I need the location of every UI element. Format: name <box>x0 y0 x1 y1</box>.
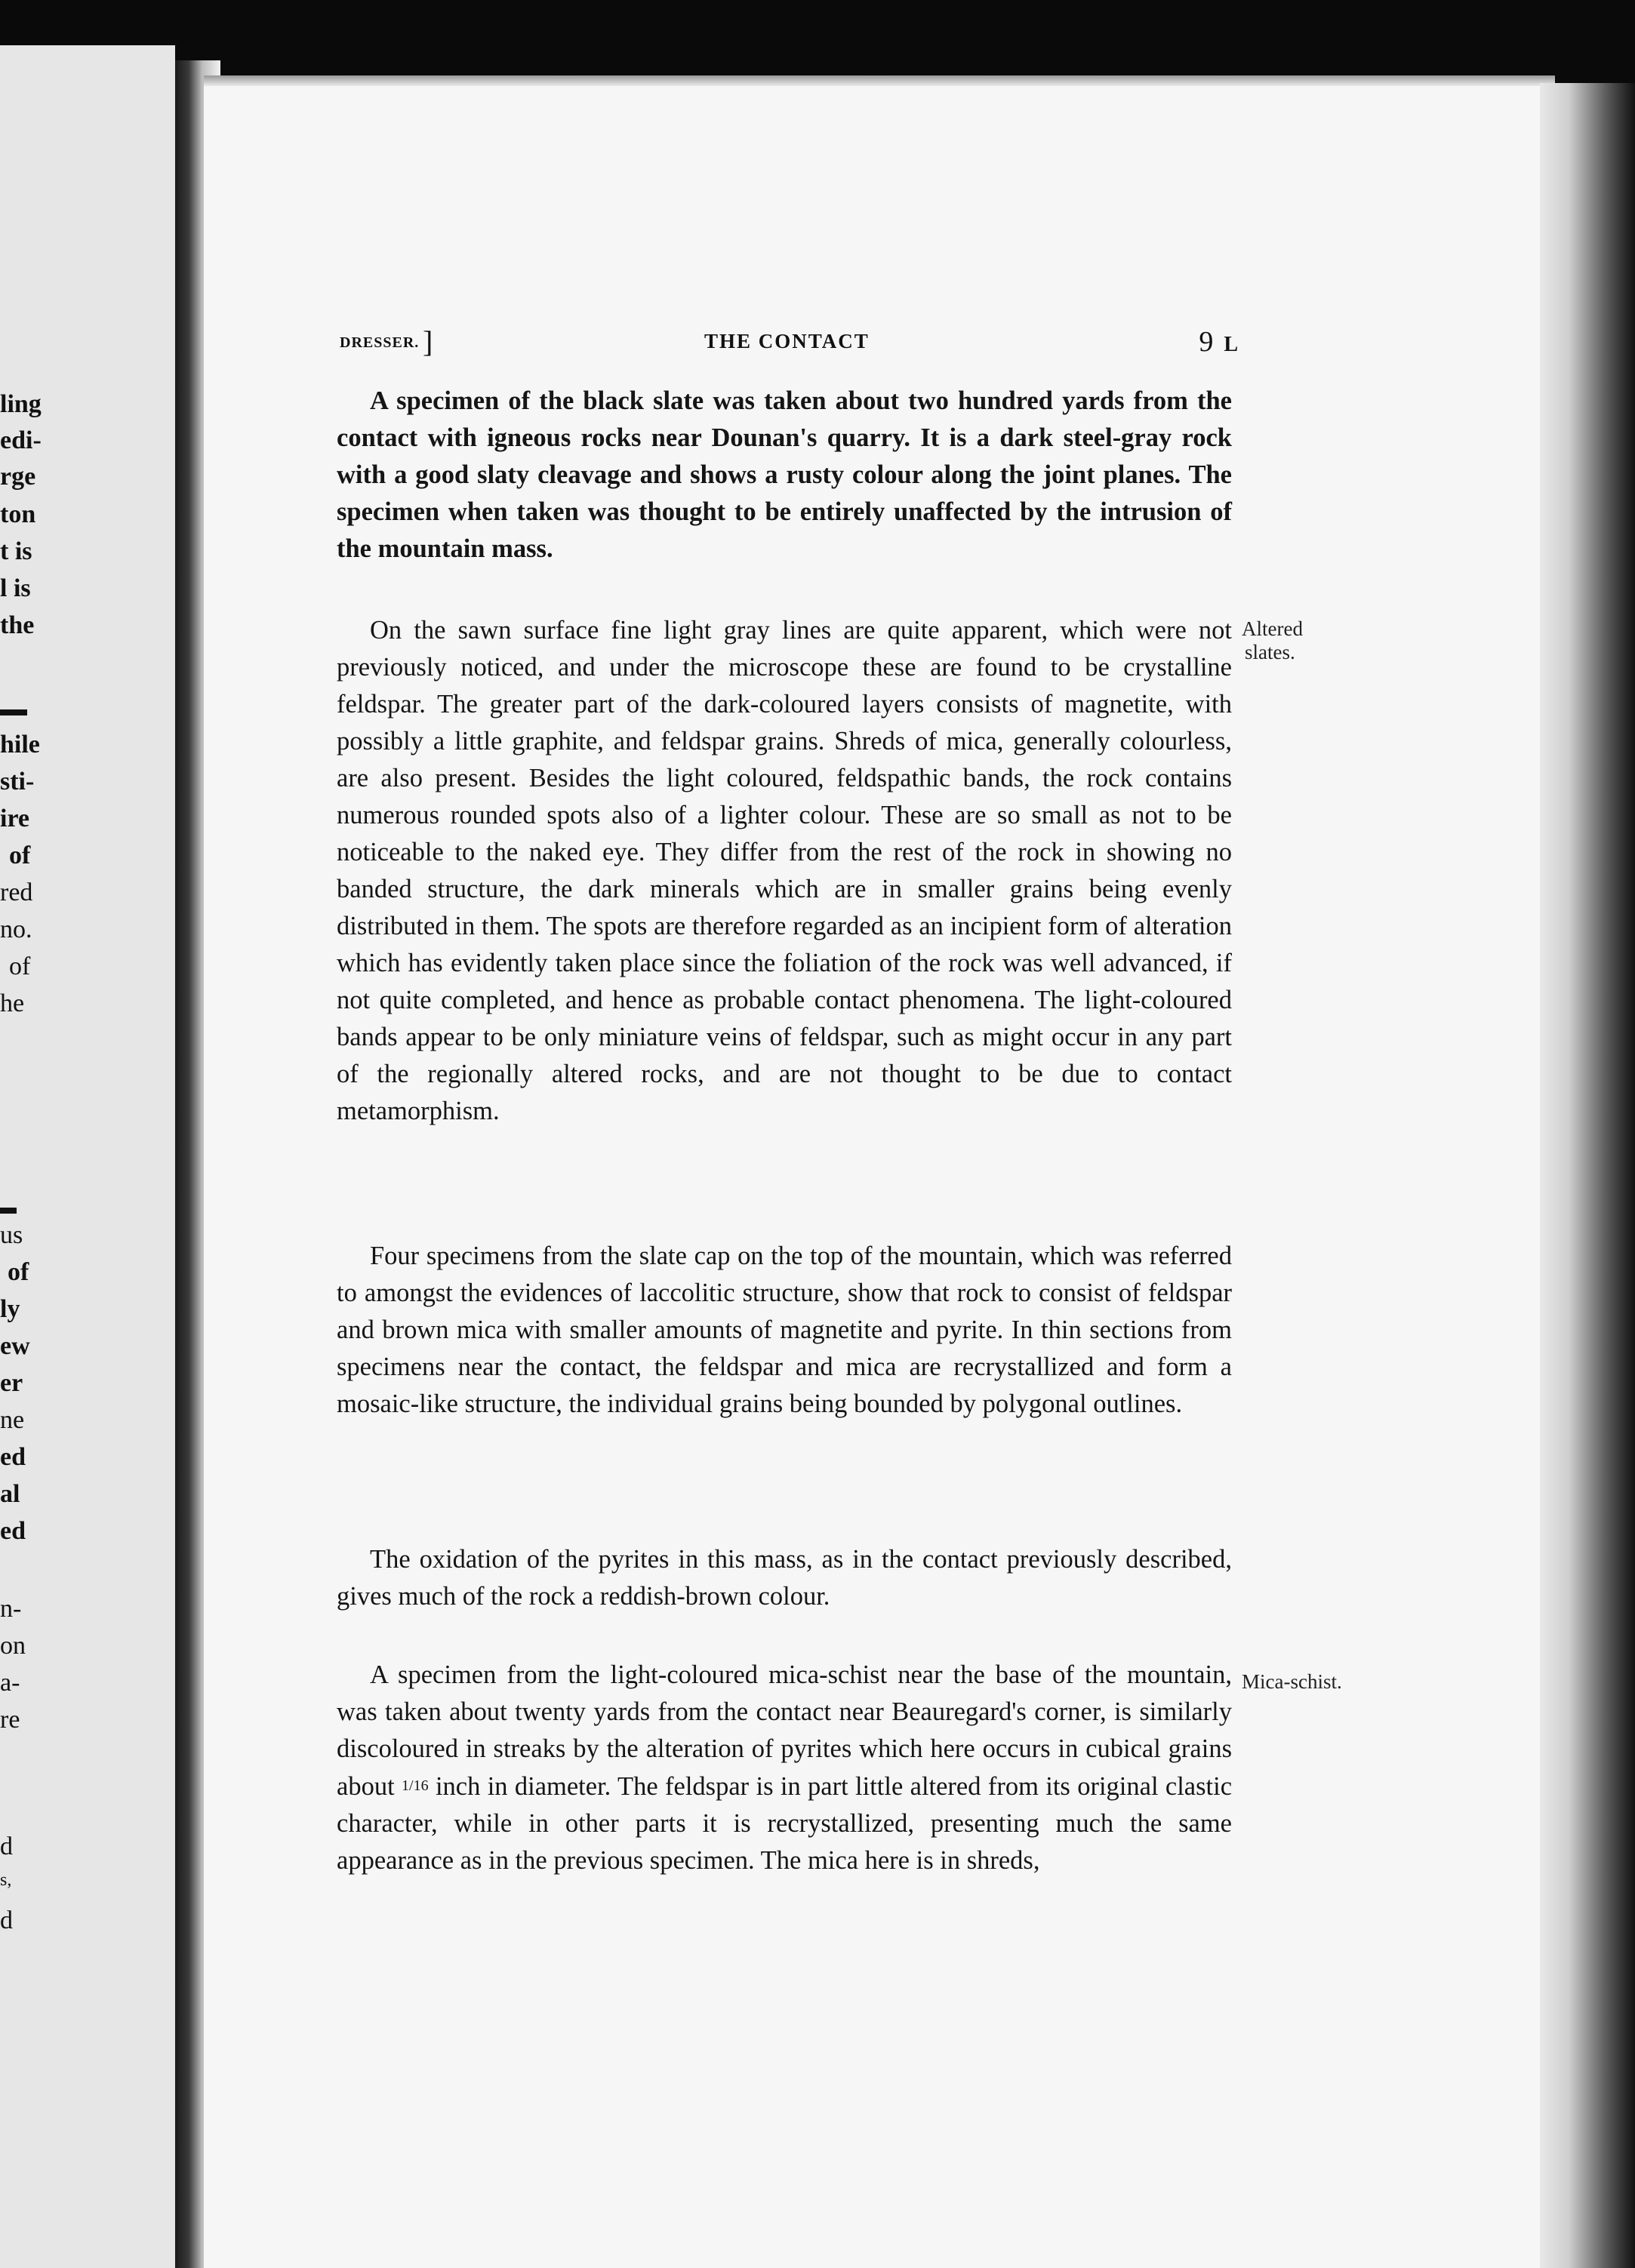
page-number <box>1199 325 1238 359</box>
prev-fragment: us <box>0 1221 23 1249</box>
prev-fragment: of <box>9 842 31 869</box>
running-head-author <box>340 325 434 359</box>
page-suffix: L <box>1224 333 1238 356</box>
prev-fragment: er <box>0 1369 23 1397</box>
prev-fragment: ire <box>0 805 30 832</box>
sidenote-altered-slates <box>1242 617 1303 664</box>
prev-fragment: edi- <box>0 426 42 454</box>
prev-fragment: t is <box>0 537 32 565</box>
bracket: ] <box>423 325 434 359</box>
prev-fragment: ton <box>0 500 36 528</box>
prev-fragment: d <box>0 1833 13 1860</box>
prev-fragment: ed <box>0 1443 26 1471</box>
prev-fragment: red <box>0 879 33 906</box>
fraction: 1/16 <box>402 1777 429 1794</box>
prev-fragment: on <box>0 1632 26 1660</box>
prev-fragment: ly <box>0 1295 20 1323</box>
prev-rule <box>0 709 27 715</box>
prev-fragment: of <box>9 952 31 980</box>
prev-fragment: al <box>0 1480 20 1508</box>
sidenote-line: slates. <box>1245 641 1295 663</box>
prev-fragment: l is <box>0 574 31 602</box>
paragraph-mica-schist <box>337 1657 1232 1879</box>
prev-fragment: ew <box>0 1332 30 1360</box>
page-right-edge <box>1540 83 1635 2268</box>
sidenote-line: Altered <box>1242 617 1303 640</box>
prev-fragment: rge <box>0 463 36 491</box>
prev-fragment: re <box>0 1706 20 1734</box>
prev-fragment: a- <box>0 1669 20 1697</box>
prev-fragment: s, <box>0 1870 12 1890</box>
prev-rule <box>0 1208 17 1214</box>
page-number-value: 9 <box>1199 326 1214 358</box>
running-header <box>340 327 1238 357</box>
paragraph-oxidation: The oxidation of the pyrites in this mass, as in the contact previously described, gives much of the rock a reddish-brown colour. <box>337 1545 1232 1611</box>
prev-fragment: sti- <box>0 768 35 795</box>
prev-fragment: ling <box>0 390 42 418</box>
prev-fragment: he <box>0 989 25 1017</box>
running-head-title: THE CONTACT <box>704 330 870 352</box>
paragraph-sawn-surface: On the sawn surface fine light gray lines are quite apparent, which were not previously noticed, and under the microscope these are found to be crystalline feldspar. The greater part of the dark-coloured layers consists of magnetite, with possibly a little graphite, and feldspar grains. Shreds of mica, generally colourless, are also present. Besides the light coloured, feldspathic bands, the rock contains numerous rounded spots also of a lighter colour. These are so small as not to be noticeable to the naked eye. They differ from the rest of the rock in showing no banded structure, the dark minerals which are in smaller grains being evenly distributed in them. The spots are therefore regarded as an incipient form of alteration which has evidently taken place since the foliation of the rock was well advanced, if not quite completed, and hence as probable contact phenomena. The light-coloured bands appear to be only miniature veins of feldspar, such as might occur in any part of the regionally altered rocks, and are not thought to be due to contact metamorphism. <box>337 616 1232 1125</box>
prev-fragment: of <box>8 1258 29 1286</box>
mica-schist-text-start: A specimen from the light-coloured mica-schist near the base of the mountain, was taken about twenty yards from the contact near Beauregard's corner, is similarly discoloured in streaks by the alteration of pyrites which here occurs in cubical grains about <box>337 1660 1232 1801</box>
sidenote-mica-schist: Mica-schist. <box>1242 1670 1342 1693</box>
paragraph-black-slate: A specimen of the black slate was taken about two hundred yards from the contact with igneous rocks near Dounan's quarry. It is a dark steel-gray rock with a good slaty cleavage and shows a rusty colour along the joint planes. The specimen when taken was thought to be entirely unaffected by the intrusion of the mountain mass. <box>337 386 1232 563</box>
prev-fragment: n- <box>0 1595 22 1623</box>
prev-fragment: no. <box>0 916 32 943</box>
prev-fragment: ed <box>0 1517 26 1545</box>
prev-fragment: hile <box>0 731 40 759</box>
author-name: DRESSER. <box>340 334 420 351</box>
prev-fragment: the <box>0 611 35 639</box>
mica-schist-text-end: inch in diameter. The feldspar is in part little altered from its original clastic character, while in other parts it is recrystallized, presenting much the same appearance as in the previous specimen. The mica here is in shreds, <box>337 1772 1233 1875</box>
page-top-edge <box>204 75 1555 86</box>
prev-fragment: ne <box>0 1406 25 1434</box>
paragraph-slate-cap: Four specimens from the slate cap on the top of the mountain, which was referred to amongst the evidences of laccolitic structure, show that rock to consist of feldspar and brown mica with smaller amounts of magnetite and pyrite. In thin sections from specimens near the contact, the feldspar and mica are recrystallized and form a mosaic-like structure, the individual grains being bounded by polygonal outlines. <box>337 1242 1232 1418</box>
previous-page-fragment <box>0 45 175 2268</box>
prev-fragment: d <box>0 1906 13 1934</box>
